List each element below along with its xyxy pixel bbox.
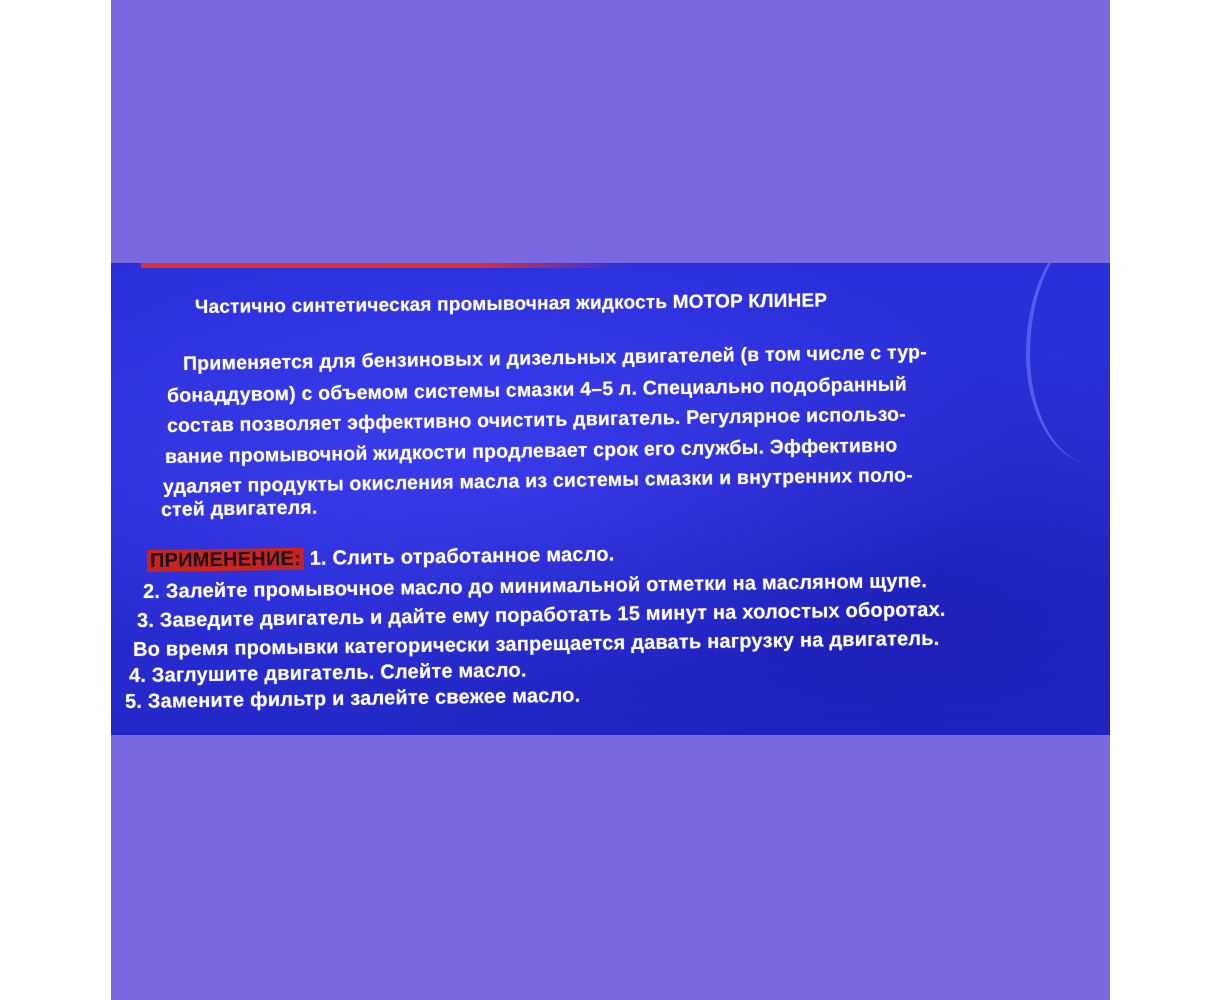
description-line-5: удаляет продукты окисления масла из системы смазки и внутренних поло- bbox=[162, 464, 913, 498]
description-line-1: Применяется для бензиновых и дизельных двигателей (в том числе с тур- bbox=[182, 341, 927, 375]
step-5: 5. Замените фильтр и залейте свежее масло. bbox=[124, 684, 581, 713]
label-edge-curve bbox=[1026, 263, 1110, 463]
description-line-2: бонаддувом) с объемом системы смазки 4–5 л. Специально подобранный bbox=[166, 373, 908, 407]
product-label-photo bbox=[111, 263, 1110, 735]
step-3: 3. Заведите двигатель и дайте ему поработать 15 минут на холостых оборотах. bbox=[136, 598, 946, 632]
description-line-4: вание промывочной жидкости продлевает срок его службы. Эффективно bbox=[164, 434, 898, 468]
step-2: 2. Залейте промывочное масло до минимальной отметки на масляном щупе. bbox=[142, 570, 928, 603]
label-title: Частично синтетическая промывочная жидкость МОТОР КЛИНЕР bbox=[194, 290, 828, 318]
red-stripe bbox=[141, 263, 621, 268]
description-line-3: состав позволяет эффективно очистить двигатель. Регулярное использо- bbox=[166, 403, 907, 437]
warning-line: Во время промывки категорически запрещается давать нагрузку на двигатель. bbox=[132, 627, 940, 661]
step-1: 1. Слить отработанное масло. bbox=[309, 543, 615, 570]
application-label: ПРИМЕНЕНИЕ: bbox=[147, 548, 304, 572]
step-4: 4. Заглушите двигатель. Слейте масло. bbox=[128, 659, 527, 687]
description-line-6: стей двигателя. bbox=[160, 496, 318, 521]
application-line-1 bbox=[147, 543, 615, 573]
